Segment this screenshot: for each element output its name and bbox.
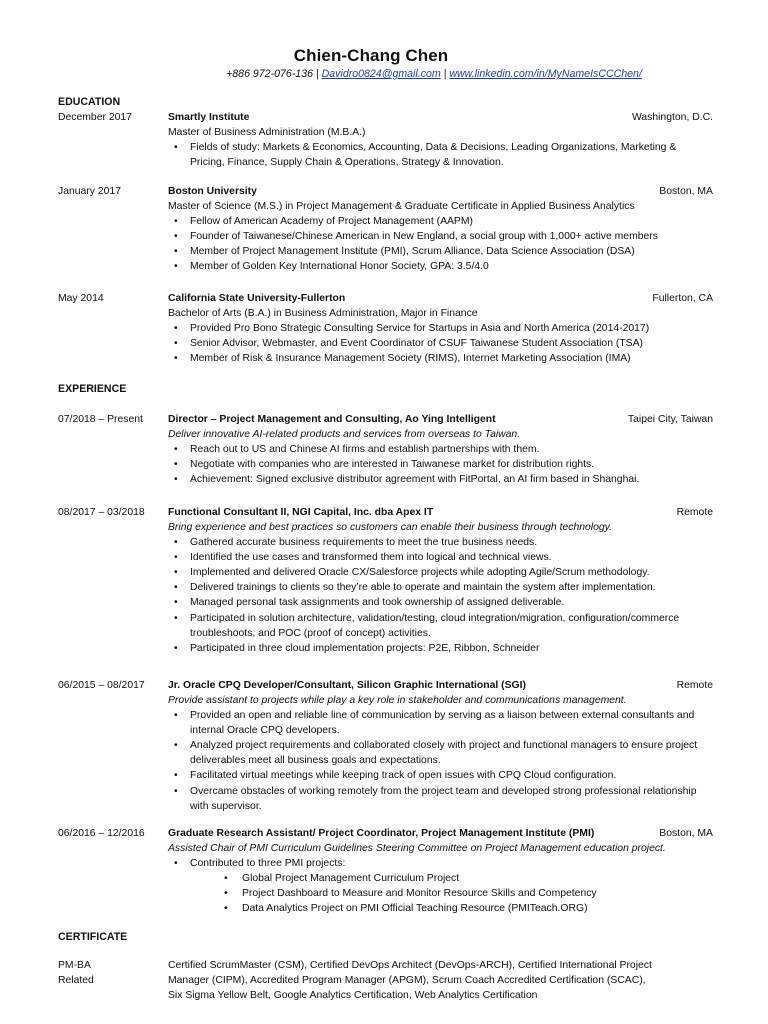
list-item: • Gathered accurate business requirements to meet the true business needs.	[190, 535, 713, 550]
entry-date: December 2017	[58, 112, 132, 123]
institution: Smartly Institute	[168, 112, 250, 123]
certificate-heading: CERTIFICATE	[58, 931, 128, 943]
list-item: • Project Dashboard to Measure and Monitor Resource Skills and Competency	[242, 886, 713, 901]
education-heading: EDUCATION	[58, 96, 121, 108]
list-item: • Identified the use cases and transformed them into logical and technical views.	[190, 550, 713, 565]
list-item: • Data Analytics Project on PMI Official Teaching Resource (PMITeach.ORG)	[242, 901, 713, 916]
list-item: • Implemented and delivered Oracle CX/Salesforce projects while adopting Agile/Scrum methodology.	[190, 565, 713, 580]
list-item: • Senior Advisor, Webmaster, and Event Coordinator of CSUF Taiwanese Student Association (TSA)	[190, 336, 713, 351]
list-item: • Negotiate with companies who are interested in Taiwanese market for distribution rights.	[190, 457, 713, 472]
education-entry	[58, 110, 713, 170]
experience-entry	[58, 678, 713, 814]
entry-date: January 2017	[58, 186, 121, 197]
job-title: Functional Consultant II, NGI Capital, Inc. dba Apex IT	[168, 507, 434, 518]
certificate-line: Manager (CIPM), Accredited Program Manager (APGM), Scrum Coach Accredited Certification (SCAC),	[168, 975, 646, 987]
list-item: • Contributed to three PMI projects:	[190, 856, 713, 871]
tagline: Provide assistant to projects while play a key role in stakeholder and communications management.	[168, 695, 627, 707]
entry-date: 06/2015 – 08/2017	[58, 680, 145, 691]
list-item: • Fellow of American Academy of Project Management (AAPM)	[190, 214, 713, 229]
list-item: • Member of Golden Key International Honor Society, GPA: 3.5/4.0	[190, 259, 713, 274]
contact-line: +886 972-076-136 | Davidro0824@gmail.com | www.linkedin.com/in/MyNameIsCCChen/	[226, 68, 642, 80]
entry-date: May 2014	[58, 293, 104, 304]
tagline: Assisted Chair of PMI Curriculum Guidelines Steering Committee on Project Management education project.	[168, 843, 666, 855]
list-item: • Fields of study: Markets & Economics, Accounting, Data & Decisions, Leading Organizations, Marketing & Pricing, Finance, Supply Chain & Operations, Strategy & Innovation.	[190, 140, 713, 170]
list-item: • Member of Project Management Institute (PMI), Scrum Alliance, Data Science Association (DSA)	[190, 244, 713, 259]
tagline: Bring experience and best practices so customers can enable their business through technology.	[168, 522, 612, 534]
degree: Bachelor of Arts (B.A.) in Business Administration, Major in Finance	[168, 308, 478, 320]
institution: California State University-Fullerton	[168, 293, 346, 304]
list-item: • Managed personal task assignments and took ownership of assigned deliverable.	[190, 595, 713, 610]
education-entry	[58, 184, 713, 274]
list-item: • Founder of Taiwanese/Chinese American in New England, a social group with 1,000+ active members	[190, 229, 713, 244]
degree: Master of Science (M.S.) in Project Management & Graduate Certificate in Applied Business Analytics	[168, 201, 635, 213]
certificate-line: Six Sigma Yellow Belt, Google Analytics Certification, Web Analytics Certification	[168, 990, 538, 1002]
experience-entry	[58, 412, 713, 487]
linkedin-link[interactable]: www.linkedin.com/in/MyNameIsCCChen/	[449, 68, 642, 80]
list-item: • Delivered trainings to clients so they’re able to operate and maintain the system after implementation.	[190, 580, 713, 595]
job-title: Jr. Oracle CPQ Developer/Consultant, Silicon Graphic International (SGI)	[168, 680, 526, 691]
entry-date: 06/2016 – 12/2016	[58, 828, 145, 839]
location: Remote	[676, 680, 713, 691]
tagline: Deliver innovative AI-related products and services from overseas to Taiwan.	[168, 429, 521, 441]
certificate-label: PM-BA Related	[58, 960, 94, 987]
experience-entry	[58, 505, 713, 656]
candidate-name: Chien-Chang Chen	[293, 46, 449, 65]
list-item: • Member of Risk & Insurance Management Society (RIMS), Internet Marketing Association (IMA)	[190, 351, 713, 366]
location: Boston, MA	[659, 186, 713, 197]
list-item: • Facilitated virtual meetings while keeping track of open issues with CPQ Cloud configuration.	[190, 768, 713, 783]
phone: +886 972-076-136	[226, 68, 313, 80]
job-title: Graduate Research Assistant/ Project Coordinator, Project Management Institute (PMI)	[168, 828, 595, 839]
list-item: • Achievement: Signed exclusive distributor agreement with FitPortal, an AI firm based in Shanghai.	[190, 472, 713, 487]
location: Fullerton, CA	[652, 293, 713, 304]
certificate-line: Certified ScrumMaster (CSM), Certified DevOps Architect (DevOps-ARCH), Certified International Project	[168, 960, 652, 971]
entry-date: 08/2017 – 03/2018	[58, 507, 145, 518]
education-entry	[58, 291, 713, 366]
location: Taipei City, Taiwan	[627, 414, 713, 425]
list-item: • Global Project Management Curriculum Project	[242, 871, 713, 886]
degree: Master of Business Administration (M.B.A.)	[168, 127, 366, 139]
institution: Boston University	[168, 186, 257, 197]
job-title: Director – Project Management and Consulting, Ao Ying Intelligent	[168, 414, 496, 425]
list-item: • Provided Pro Bono Strategic Consulting Service for Startups in Asia and North America (2014-2017)	[190, 321, 713, 336]
location: Boston, MA	[659, 828, 713, 839]
list-item: • Participated in three cloud implementation projects: P2E, Ribbon, Schneider	[190, 641, 713, 656]
email-link[interactable]: Davidro0824@gmail.com	[321, 68, 441, 80]
entry-date: 07/2018 – Present	[58, 414, 143, 425]
location: Remote	[676, 507, 713, 518]
list-item: • Reach out to US and Chinese AI firms and establish partnerships with them.	[190, 442, 713, 457]
certificate-entry	[58, 958, 713, 1003]
list-item: • Overcame obstacles of working remotely from the project team and developed strong professional relationship with supervisor.	[190, 784, 713, 814]
experience-entry	[58, 826, 713, 916]
location: Washington, D.C.	[631, 112, 713, 123]
list-item: • Participated in solution architecture, validation/testing, cloud integration/migration, configuration/commerce troubleshoots, and POC (proof of concept) activities.	[190, 611, 713, 641]
experience-heading: EXPERIENCE	[58, 383, 127, 395]
list-item: • Provided an open and reliable line of communication by serving as a liaison between external consultants and internal Oracle CPQ developers.	[190, 708, 713, 738]
list-item: • Analyzed project requirements and collaborated closely with project and functional managers to ensure project deliverables meet all business goals and expectations.	[190, 738, 713, 768]
